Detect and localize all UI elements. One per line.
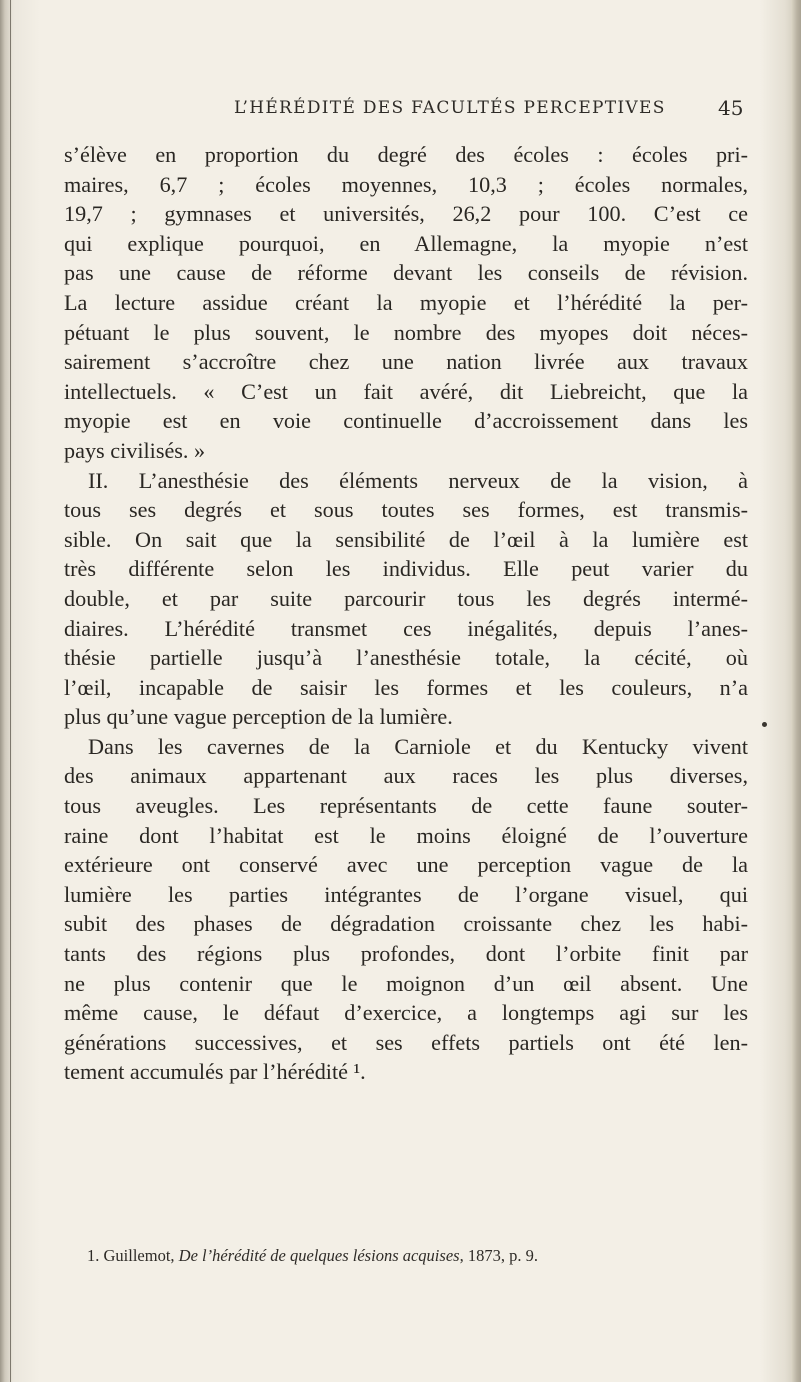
text-line: pétuant le plus souvent, le nombre des myopes doit néces- xyxy=(64,319,748,345)
text-line: même cause, le défaut d’exercice, a longtemps agi sur les xyxy=(64,1000,748,1026)
footnote-title: De l’hérédité de quelques lésions acquises xyxy=(178,1246,460,1265)
body-text xyxy=(64,140,748,1087)
text-line: tants des régions plus profondes, dont l’orbite finit par xyxy=(64,941,748,967)
footnote-marker: 1. xyxy=(87,1246,100,1265)
text-line: des animaux appartenant aux races les plus diverses, xyxy=(64,763,748,789)
text-line: sible. On sait que la sensibilité de l’œil à la lumière est xyxy=(64,526,748,552)
text-line: s’élève en proportion du degré des écoles : écoles pri- xyxy=(64,142,748,167)
text-line: II. L’anesthésie des éléments nerveux de la vision, à xyxy=(88,467,748,493)
text-line: pas une cause de réforme devant les conseils de révision. xyxy=(64,260,748,286)
text-line: sairement s’accroître chez une nation livrée aux travaux xyxy=(64,349,748,375)
text-line: générations successives, et ses effets partiels ont été len- xyxy=(64,1029,748,1055)
footnote-author: Guillemot, xyxy=(103,1246,175,1265)
text-line: extérieure ont conservé avec une perception vague de la xyxy=(64,852,748,878)
text-line: double, et par suite parcourir tous les degrés intermé- xyxy=(64,585,748,611)
text-line: intellectuels. « C’est un fait avéré, dit Liebreicht, que la xyxy=(64,378,748,404)
text-line: subit des phases de dégradation croissante chez les habi- xyxy=(64,911,748,937)
footnote xyxy=(87,1246,538,1266)
footnote-citation: , 1873, p. 9. xyxy=(459,1246,538,1265)
text-line: thésie partielle jusqu’à l’anesthésie totale, la cécité, où xyxy=(64,645,748,671)
text-line: maires, 6,7 ; écoles moyennes, 10,3 ; écoles normales, xyxy=(64,171,748,197)
text-line: La lecture assidue créant la myopie et l’hérédité la per- xyxy=(64,289,748,315)
text-line: Dans les cavernes de la Carniole et du Kentucky vivent xyxy=(88,733,748,759)
text-line: qui explique pourquoi, en Allemagne, la myopie n’est xyxy=(64,230,748,256)
text-line: 19,7 ; gymnases et universités, 26,2 pour 100. C’est ce xyxy=(64,201,748,227)
text-line: tous aveugles. Les représentants de cette faune souter- xyxy=(64,793,748,819)
page-number: 45 xyxy=(718,96,744,120)
text-line: ne plus contenir que le moignon d’un œil absent. Une xyxy=(64,970,748,996)
running-head xyxy=(0,98,801,128)
text-line: raine dont l’habitat est le moins éloigné de l’ouverture xyxy=(64,822,748,848)
text-line: tous ses degrés et sous toutes ses formes, est transmis- xyxy=(64,497,748,523)
text-line: myopie est en voie continuelle d’accroissement dans les xyxy=(64,408,748,434)
text-line: lumière les parties intégrantes de l’organe visuel, qui xyxy=(64,881,748,907)
page-binding-line xyxy=(10,0,11,1382)
page-right-edge xyxy=(791,0,801,1382)
text-line: tement accumulés par l’hérédité ¹. xyxy=(64,1059,366,1085)
text-line: très différente selon les individus. Elle peut varier du xyxy=(64,556,748,582)
text-line: plus qu’une vague perception de la lumière. xyxy=(64,704,453,730)
text-line: l’œil, incapable de saisir les formes et les couleurs, n’a xyxy=(64,674,748,700)
text-line: pays civilisés. » xyxy=(64,437,206,463)
running-head-title: L’HÉRÉDITÉ DES FACULTÉS PERCEPTIVES xyxy=(234,98,666,118)
paper-speck xyxy=(762,722,767,727)
text-line: diaires. L’hérédité transmet ces inégalités, depuis l’anes- xyxy=(64,615,748,641)
